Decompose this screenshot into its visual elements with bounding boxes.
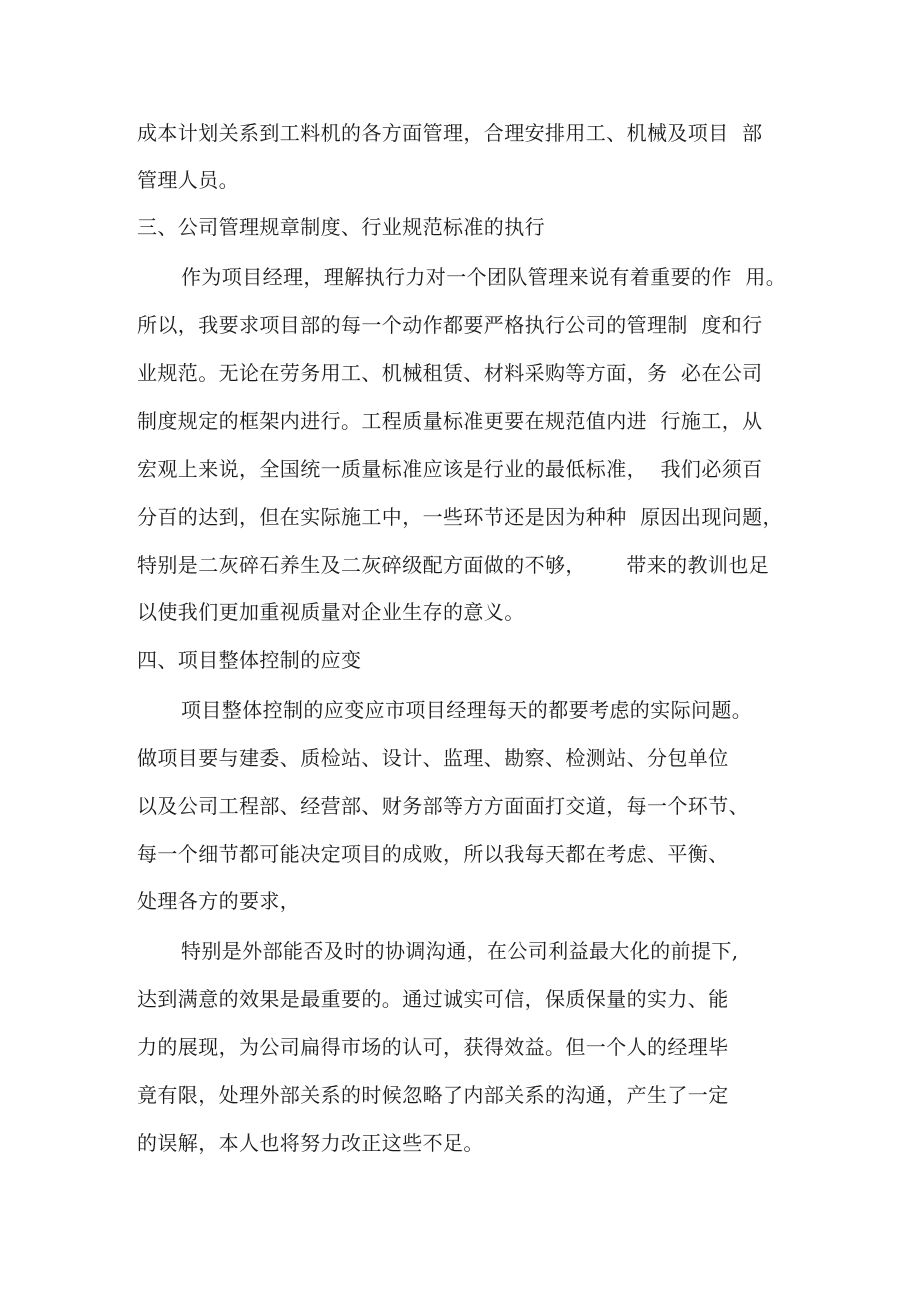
paragraph3-line-1: 特别是外部能否及时的协调沟通，在公司利益最大化的前提下, — [181, 939, 739, 963]
paragraph-line-3: 业规范。无论在劳务用工、机械租赁、材料采购等方面，务 必在公司 — [137, 361, 763, 385]
paragraph-line-6: 分百的达到，但在实际施工中，一些环节还是因为种种 原因出现问题， — [137, 505, 783, 529]
paragraph3-line-3: 力的展现，为公司扁得市场的认可，获得效益。但一个人的经理毕 — [137, 1035, 729, 1059]
paragraph2-line-4: 每一个细节都可能决定项目的成败，所以我每天都在考虑、平衡、 — [137, 842, 729, 866]
paragraph3-line-5: 的误解，本人也将努力改正这些不足。 — [137, 1131, 484, 1155]
section-heading-4: 四、项目整体控制的应变 — [137, 648, 362, 672]
text-line-2: 管理人员。 — [137, 168, 239, 192]
paragraph2-line-3: 以及公司工程部、经营部、财务部等方方面面打交道，每一个环节、 — [137, 794, 749, 818]
text-line-1: 成本计划关系到工料机的各方面管理，合理安排用工、机械及项目 部 — [137, 121, 763, 145]
paragraph2-line-1: 项目整体控制的应变应市项目经理每天的都要考虑的实际问题。 — [181, 698, 753, 722]
section-heading-3: 三、公司管理规章制度、行业规范标准的执行 — [137, 215, 545, 239]
paragraph-line-7: 特别是二灰碎石养生及二灰碎级配方面做的不够， 带来的教训也足 — [137, 553, 770, 577]
paragraph-line-5: 宏观上来说，全国统一质量标准应该是行业的最低标准， 我们必须百 — [137, 457, 763, 481]
paragraph-line-4: 制度规定的框架内进行。工程质量标准更要在规范值内进 行施工，从 — [137, 409, 763, 433]
paragraph-line-8: 以使我们更加重视质量对企业生存的意义。 — [137, 600, 525, 624]
paragraph2-line-5: 处理各方的要求， — [137, 889, 301, 913]
paragraph-line-1: 作为项目经理，理解执行力对一个团队管理来说有着重要的作 用。 — [181, 265, 787, 289]
paragraph3-line-4: 竟有限，处理外部关系的时候忽略了内部关系的沟通，产生了一定 — [137, 1083, 729, 1107]
paragraph3-line-2: 达到满意的效果是最重要的。通过诚实可信，保质保量的实力、能 — [137, 987, 729, 1011]
paragraph2-line-2: 做项目要与建委、质检站、设计、监理、勘察、检测站、分包单位 — [137, 746, 729, 770]
paragraph-line-2: 所以，我要求项目部的每一个动作都要严格执行公司的管理制 度和行 — [137, 313, 763, 337]
